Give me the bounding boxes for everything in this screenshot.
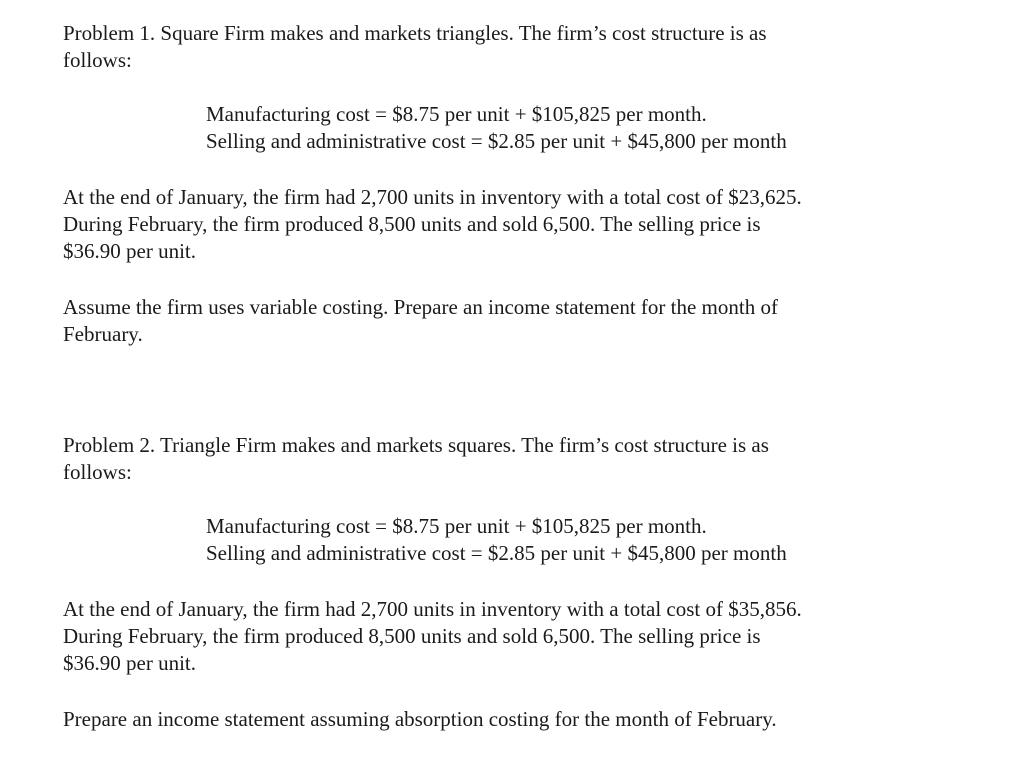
problem1-facts-line: During February, the firm produced 8,500 units and sold 6,500. The selling price is <box>63 212 761 236</box>
problem1-facts-line: $36.90 per unit. <box>63 239 196 263</box>
problem1-facts-line: At the end of January, the firm had 2,700 units in inventory with a total cost of $23,625. <box>63 185 802 209</box>
problem2-facts-line: At the end of January, the firm had 2,700 units in inventory with a total cost of $35,856. <box>63 597 802 621</box>
problem1-task-line: Assume the firm uses variable costing. Prepare an income statement for the month of <box>63 295 778 319</box>
problem2-selling-admin-cost: Selling and administrative cost = $2.85 per unit + $45,800 per month <box>206 541 787 565</box>
problem2-intro-line: Problem 2. Triangle Firm makes and markets squares. The firm’s cost structure is as <box>63 433 769 457</box>
problem1-task-line: February. <box>63 322 143 346</box>
problem1-selling-admin-cost: Selling and administrative cost = $2.85 per unit + $45,800 per month <box>206 129 787 153</box>
problem2-cost-structure <box>63 513 943 567</box>
problem2-manufacturing-cost: Manufacturing cost = $8.75 per unit + $105,825 per month. <box>206 514 707 538</box>
problem1-facts <box>63 184 943 265</box>
problem2-intro <box>63 432 943 486</box>
problem1-intro <box>63 20 943 74</box>
problem2-intro-line: follows: <box>63 460 132 484</box>
problem1-cost-structure <box>63 101 943 155</box>
problem2-task-line: Prepare an income statement assuming absorption costing for the month of February. <box>63 707 777 731</box>
problem1-intro-line: follows: <box>63 48 132 72</box>
problem1-task <box>63 294 943 348</box>
problem1-manufacturing-cost: Manufacturing cost = $8.75 per unit + $105,825 per month. <box>206 102 707 126</box>
problem1-intro-line: Problem 1. Square Firm makes and markets triangles. The firm’s cost structure is as <box>63 21 767 45</box>
problem2-task <box>63 706 943 733</box>
problem2-facts-line: During February, the firm produced 8,500 units and sold 6,500. The selling price is <box>63 624 761 648</box>
document-page <box>63 20 943 733</box>
problem2-facts <box>63 596 943 677</box>
problem2-facts-line: $36.90 per unit. <box>63 651 196 675</box>
